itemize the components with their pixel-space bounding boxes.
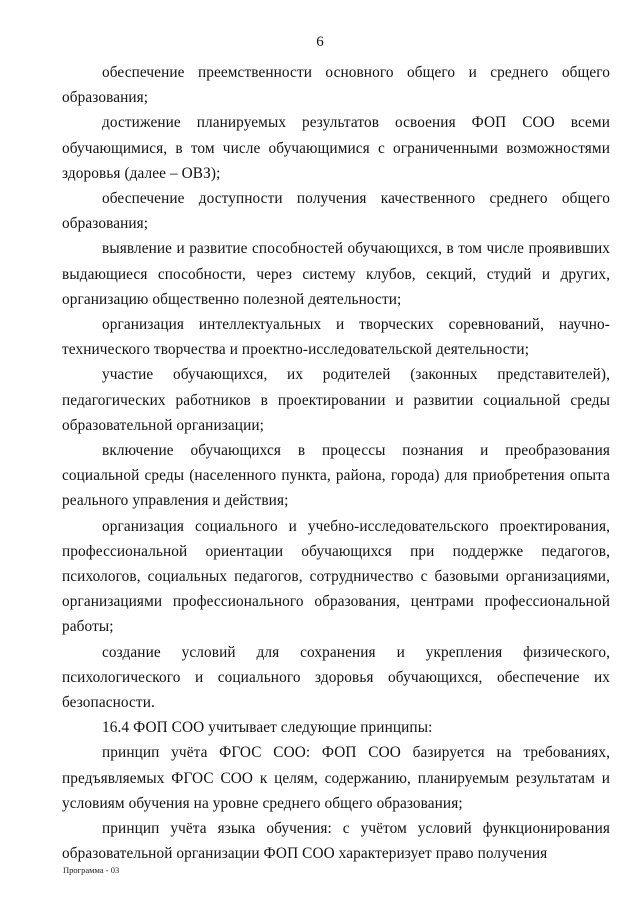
paragraph-accessibility: обеспечение доступности получения качественного среднего общего образования; bbox=[62, 190, 610, 233]
paragraph-continuity: обеспечение преемственности основного общего и среднего общего образования; bbox=[62, 64, 610, 107]
page-footer: Программа - 03 bbox=[63, 865, 120, 875]
paragraph-competitions: организация интеллектуальных и творческих соревнований, научно-технического творчества и проектно-исследовательской деятельности; bbox=[62, 316, 610, 359]
paragraph-fgos-principle: принцип учёта ФГОС СОО: ФОП СОО базируется на требованиях, предъявляемых ФГОС СОО к целям, содержанию, планируемым результатам и условиям обучения на уровне среднего общего образования; bbox=[62, 744, 610, 812]
paragraph-principles-heading: 16.4 ФОП СОО учитывает следующие принципы: bbox=[102, 719, 433, 737]
paragraph-social-environment: включение обучающихся в процессы познания и преобразования социальной среды (населенного пункта, района, города) для приобретения опыта реального управления и действия; bbox=[62, 442, 610, 510]
paragraph-results: достижение планируемых результатов освоения ФОП СОО всеми обучающимися, в том числе обучающимися с ограниченными возможностями здоровья (далее – ОВЗ); bbox=[62, 114, 610, 182]
paragraph-health: создание условий для сохранения и укрепления физического, психологического и социального здоровья обучающихся, обеспечение их безопасности. bbox=[62, 643, 610, 712]
paragraph-participation: участие обучающихся, их родителей (законных представителей), педагогических работников в проектировании и развитии социальной среды образовательной организации; bbox=[62, 366, 610, 434]
document-body bbox=[62, 60, 610, 867]
paragraph-language-principle: принцип учёта языка обучения: с учётом условий функционирования образовательной организации ФОП СОО характеризует право получения bbox=[62, 820, 610, 863]
paragraph-design: организация социального и учебно-исследовательского проектирования, профессиональной ориентации обучающихся при поддержке педагогов, психологов, социальных педагогов, сотрудничество с базовыми организациями, организациями профессионального образования, центрами профессиональной работы; bbox=[62, 517, 610, 636]
paragraph-abilities: выявление и развитие способностей обучающихся, в том числе проявивших выдающиеся способности, через систему клубов, секций, студий и других, организацию общественно полезной деятельности; bbox=[62, 240, 610, 308]
page-number: 6 bbox=[316, 34, 324, 50]
